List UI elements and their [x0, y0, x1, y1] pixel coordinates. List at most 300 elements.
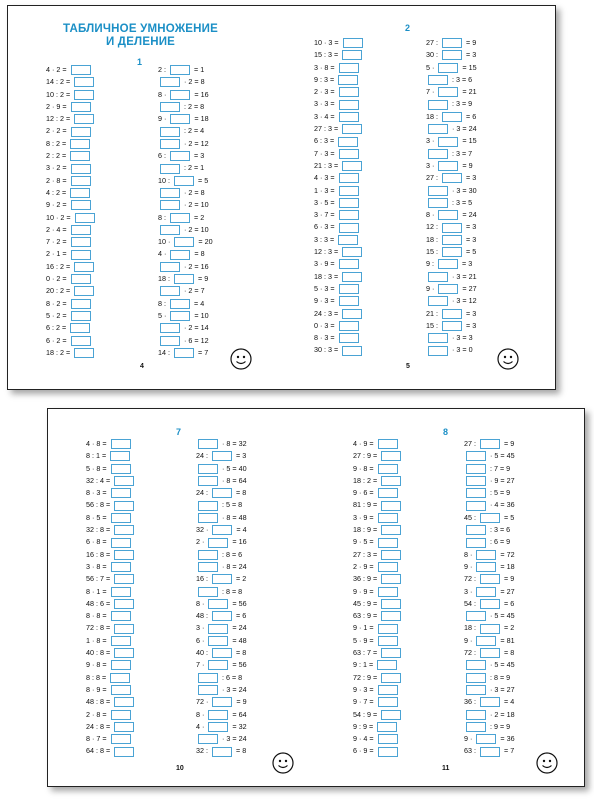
exercise-text: 5 · 9 = — [353, 635, 376, 645]
answer-box[interactable] — [111, 734, 131, 744]
answer-box[interactable] — [339, 87, 359, 97]
answer-box[interactable] — [342, 161, 362, 171]
answer-box[interactable] — [339, 223, 359, 233]
answer-box[interactable] — [70, 323, 90, 333]
answer-box[interactable] — [339, 186, 359, 196]
answer-box[interactable] — [381, 599, 401, 609]
exercise-text: 81 : 9 = — [353, 500, 380, 510]
answer-box[interactable] — [381, 611, 401, 621]
answer-box[interactable] — [74, 286, 94, 296]
answer-box[interactable] — [75, 213, 95, 223]
exercise-row — [46, 224, 97, 236]
answer-box[interactable] — [71, 200, 91, 210]
answer-box[interactable] — [428, 124, 448, 134]
answer-box[interactable] — [378, 538, 398, 548]
answer-box[interactable] — [466, 525, 486, 535]
exercise-row — [426, 246, 477, 258]
answer-box[interactable] — [198, 501, 218, 511]
answer-box[interactable] — [442, 247, 462, 257]
answer-box[interactable] — [480, 599, 500, 609]
exercise-text: · 5 = 45 — [488, 611, 515, 621]
exercise-text: 2 · 1 = — [46, 249, 69, 259]
exercise-column — [426, 37, 477, 357]
answer-box[interactable] — [174, 274, 194, 284]
exercise-row — [158, 187, 213, 199]
exercise-row — [158, 248, 213, 260]
answer-box[interactable] — [170, 65, 190, 75]
exercise-text: 15 : — [426, 247, 440, 257]
exercise-text: 8 · 5 = — [86, 512, 109, 522]
answer-box[interactable] — [466, 488, 486, 498]
exercise-row — [158, 310, 213, 322]
answer-box[interactable] — [466, 710, 486, 720]
answer-box[interactable] — [71, 336, 91, 346]
exercise-text: · 2 = 12 — [182, 138, 209, 148]
answer-box[interactable] — [428, 186, 448, 196]
answer-box[interactable] — [428, 75, 448, 85]
answer-box[interactable] — [160, 336, 180, 346]
exercise-text: = 16 — [192, 89, 209, 99]
answer-box[interactable] — [160, 102, 180, 112]
answer-box[interactable] — [160, 225, 180, 235]
answer-box[interactable] — [70, 139, 90, 149]
answer-box[interactable] — [111, 464, 131, 474]
exercise-text: 4 · 9 = — [353, 439, 376, 448]
answer-box[interactable] — [466, 451, 486, 461]
answer-box[interactable] — [212, 525, 232, 535]
answer-box[interactable] — [170, 114, 190, 124]
answer-box[interactable] — [428, 272, 448, 282]
answer-box[interactable] — [378, 562, 398, 572]
answer-box[interactable] — [378, 513, 398, 523]
answer-box[interactable] — [208, 660, 228, 670]
answer-box[interactable] — [381, 476, 401, 486]
exercise-text: 2 · 3 = — [314, 87, 337, 97]
answer-box[interactable] — [342, 124, 362, 134]
answer-box[interactable] — [111, 538, 131, 548]
answer-box[interactable] — [208, 624, 228, 634]
page-number: 11 — [442, 765, 450, 772]
answer-box[interactable] — [111, 710, 131, 720]
answer-box[interactable] — [378, 685, 398, 695]
answer-box[interactable] — [381, 574, 401, 584]
answer-box[interactable] — [174, 176, 194, 186]
answer-box[interactable] — [212, 648, 232, 658]
exercise-row — [464, 499, 515, 511]
answer-box[interactable] — [381, 501, 401, 511]
answer-box[interactable] — [111, 685, 131, 695]
answer-box[interactable] — [71, 311, 91, 321]
answer-box[interactable] — [114, 648, 134, 658]
exercise-text: = 4 — [234, 525, 247, 535]
answer-box[interactable] — [74, 348, 94, 358]
answer-box[interactable] — [198, 513, 218, 523]
answer-box[interactable] — [114, 574, 134, 584]
answer-box[interactable] — [111, 562, 131, 572]
answer-box[interactable] — [342, 309, 362, 319]
answer-box[interactable] — [212, 488, 232, 498]
answer-box[interactable] — [339, 333, 359, 343]
exercise-row — [464, 450, 515, 462]
exercise-text: · 3 = 27 — [488, 684, 515, 694]
exercise-row — [158, 273, 213, 285]
answer-box[interactable] — [114, 501, 134, 511]
answer-box[interactable] — [208, 599, 228, 609]
answer-box[interactable] — [476, 636, 496, 646]
exercise-text: 2 : — [158, 65, 168, 74]
answer-box[interactable] — [114, 624, 134, 634]
exercise-row — [426, 295, 477, 307]
answer-box[interactable] — [114, 697, 134, 707]
exercise-text: 9 · 3 = — [314, 296, 337, 306]
exercise-row — [464, 573, 515, 585]
answer-box[interactable] — [71, 299, 91, 309]
answer-box[interactable] — [339, 321, 359, 331]
answer-box[interactable] — [339, 112, 359, 122]
answer-box[interactable] — [378, 697, 398, 707]
exercise-row — [353, 647, 403, 659]
answer-box[interactable] — [438, 259, 458, 269]
answer-box[interactable] — [71, 176, 91, 186]
exercise-row — [426, 74, 477, 86]
answer-box[interactable] — [111, 587, 131, 597]
answer-box[interactable] — [381, 648, 401, 658]
answer-box[interactable] — [466, 611, 486, 621]
answer-box[interactable] — [170, 90, 190, 100]
exercise-text: · 3 = 30 — [450, 185, 477, 195]
exercise-row — [196, 709, 247, 721]
answer-box[interactable] — [438, 284, 458, 294]
exercise-text: 72 : — [464, 574, 478, 584]
answer-box[interactable] — [198, 562, 218, 572]
exercise-text: 9 · 3 = — [353, 684, 376, 694]
answer-box[interactable] — [170, 311, 190, 321]
answer-box[interactable] — [212, 697, 232, 707]
exercise-text: · 2 = 10 — [182, 200, 209, 210]
exercise-text: 15 : 3 = — [314, 50, 341, 60]
exercise-text: 27 : 9 = — [353, 451, 380, 461]
answer-box[interactable] — [70, 151, 90, 161]
answer-box[interactable] — [342, 272, 362, 282]
answer-box[interactable] — [377, 660, 397, 670]
answer-box[interactable] — [476, 562, 496, 572]
answer-box[interactable] — [442, 235, 462, 245]
answer-box[interactable] — [378, 624, 398, 634]
answer-box[interactable] — [110, 451, 130, 461]
exercise-text: : 8 = 6 — [220, 549, 243, 559]
answer-box[interactable] — [480, 439, 500, 449]
exercise-row — [158, 212, 213, 224]
answer-box[interactable] — [338, 75, 358, 85]
exercise-text: = 8 — [234, 488, 247, 498]
answer-box[interactable] — [339, 210, 359, 220]
exercise-row — [86, 573, 136, 585]
answer-box[interactable] — [111, 488, 131, 498]
answer-box[interactable] — [170, 151, 190, 161]
answer-box[interactable] — [476, 734, 496, 744]
answer-box[interactable] — [114, 599, 134, 609]
answer-box[interactable] — [342, 50, 362, 60]
answer-box[interactable] — [71, 102, 91, 112]
answer-box[interactable] — [174, 348, 194, 358]
answer-box[interactable] — [114, 525, 134, 535]
exercise-text: = 8 — [234, 648, 247, 658]
exercise-column — [353, 438, 403, 758]
exercise-row — [86, 709, 136, 721]
answer-box[interactable] — [438, 63, 458, 73]
exercise-text: 5 · 8 = — [86, 463, 109, 473]
answer-box[interactable] — [71, 127, 91, 137]
answer-box[interactable] — [198, 587, 218, 597]
answer-box[interactable] — [111, 513, 131, 523]
answer-box[interactable] — [160, 139, 180, 149]
exercise-row — [158, 347, 213, 359]
exercise-text: 9 · — [158, 114, 169, 124]
exercise-row — [86, 622, 136, 634]
title-line-2: И ДЕЛЕНИЕ — [105, 36, 176, 48]
answer-box[interactable] — [160, 77, 180, 87]
answer-box[interactable] — [378, 488, 398, 498]
answer-box[interactable] — [198, 464, 218, 474]
answer-box[interactable] — [339, 149, 359, 159]
answer-box[interactable] — [480, 513, 500, 523]
exercise-text: 1 · 3 = — [314, 185, 337, 195]
answer-box[interactable] — [428, 346, 448, 356]
answer-box[interactable] — [198, 476, 218, 486]
answer-box[interactable] — [114, 476, 134, 486]
answer-box[interactable] — [160, 262, 180, 272]
answer-box[interactable] — [71, 225, 91, 235]
answer-box[interactable] — [198, 734, 218, 744]
answer-box[interactable] — [438, 87, 458, 97]
exercise-text: 8 · 8 = — [86, 611, 109, 621]
answer-box[interactable] — [480, 574, 500, 584]
exercise-row — [314, 160, 365, 172]
answer-box[interactable] — [442, 321, 462, 331]
smiley-icon — [536, 752, 558, 774]
answer-box[interactable] — [442, 38, 462, 48]
answer-box[interactable] — [438, 161, 458, 171]
answer-box[interactable] — [480, 747, 500, 757]
exercise-text: 20 : 2 = — [46, 286, 73, 296]
answer-box[interactable] — [339, 173, 359, 183]
answer-box[interactable] — [480, 697, 500, 707]
answer-box[interactable] — [466, 476, 486, 486]
answer-box[interactable] — [208, 538, 228, 548]
exercise-text: · 9 = 27 — [488, 475, 515, 485]
answer-box[interactable] — [377, 722, 397, 732]
answer-box[interactable] — [111, 439, 131, 449]
exercise-row — [314, 98, 365, 110]
exercise-column — [314, 37, 365, 357]
answer-box[interactable] — [381, 673, 401, 683]
exercise-text: 5 · — [426, 62, 437, 72]
answer-box[interactable] — [114, 722, 134, 732]
answer-box[interactable] — [442, 173, 462, 183]
exercise-text: · 2 = 10 — [182, 224, 209, 234]
exercise-row — [353, 512, 403, 524]
answer-box[interactable] — [198, 673, 218, 683]
answer-box[interactable] — [466, 673, 486, 683]
answer-box[interactable] — [438, 137, 458, 147]
answer-box[interactable] — [74, 114, 94, 124]
exercise-row — [314, 234, 365, 246]
answer-box[interactable] — [378, 636, 398, 646]
answer-box[interactable] — [212, 451, 232, 461]
answer-box[interactable] — [476, 550, 496, 560]
answer-box[interactable] — [339, 100, 359, 110]
answer-box[interactable] — [111, 636, 131, 646]
answer-box[interactable] — [381, 525, 401, 535]
answer-box[interactable] — [71, 274, 91, 284]
answer-box[interactable] — [442, 112, 462, 122]
exercise-text: = 4 — [192, 298, 205, 308]
exercise-text: : 3 = 6 — [450, 74, 473, 84]
exercise-text: 3 · — [196, 623, 207, 633]
answer-box[interactable] — [74, 90, 94, 100]
exercise-text: = 3 — [192, 151, 205, 161]
answer-box[interactable] — [466, 722, 486, 732]
answer-box[interactable] — [160, 323, 180, 333]
answer-box[interactable] — [111, 660, 131, 670]
answer-box[interactable] — [339, 284, 359, 294]
answer-box[interactable] — [198, 439, 218, 449]
answer-box[interactable] — [339, 63, 359, 73]
answer-box[interactable] — [74, 77, 94, 87]
answer-box[interactable] — [342, 247, 362, 257]
exercise-text: = 3 — [464, 308, 477, 318]
answer-box[interactable] — [428, 333, 448, 343]
exercise-text: = 3 — [464, 320, 477, 330]
exercise-row — [314, 86, 365, 98]
answer-box[interactable] — [160, 188, 180, 198]
answer-box[interactable] — [438, 210, 458, 220]
exercise-text: = 3 — [234, 451, 247, 461]
exercise-row — [314, 49, 365, 61]
answer-box[interactable] — [212, 611, 232, 621]
exercise-text: · 3 = 24 — [450, 124, 477, 134]
exercise-text: 6 : 3 = — [314, 136, 337, 146]
answer-box[interactable] — [339, 259, 359, 269]
exercise-row — [86, 672, 136, 684]
answer-box[interactable] — [381, 550, 401, 560]
answer-box[interactable] — [111, 611, 131, 621]
answer-box[interactable] — [480, 648, 500, 658]
answer-box[interactable] — [442, 309, 462, 319]
answer-box[interactable] — [428, 296, 448, 306]
answer-box[interactable] — [198, 685, 218, 695]
answer-box[interactable] — [71, 237, 91, 247]
answer-box[interactable] — [378, 587, 398, 597]
exercise-row — [426, 62, 477, 74]
exercise-text: 2 · 8 = — [86, 709, 109, 719]
answer-box[interactable] — [339, 296, 359, 306]
answer-box[interactable] — [71, 250, 91, 260]
answer-box[interactable] — [208, 710, 228, 720]
answer-box[interactable] — [110, 673, 130, 683]
exercise-text: 21 : — [426, 308, 440, 318]
answer-box[interactable] — [208, 636, 228, 646]
answer-box[interactable] — [466, 660, 486, 670]
exercise-text: 3 · 7 = — [314, 210, 337, 220]
exercise-row — [158, 224, 213, 236]
answer-box[interactable] — [428, 198, 448, 208]
answer-box[interactable] — [74, 262, 94, 272]
exercise-text: 72 : 9 = — [353, 672, 380, 682]
exercise-text: 48 : — [196, 611, 210, 621]
answer-box[interactable] — [428, 100, 448, 110]
answer-box[interactable] — [378, 734, 398, 744]
answer-box[interactable] — [381, 451, 401, 461]
exercise-row — [464, 745, 515, 757]
answer-box[interactable] — [466, 501, 486, 511]
answer-box[interactable] — [212, 574, 232, 584]
exercise-row — [196, 475, 247, 487]
exercise-text: 3 : 3 = — [314, 234, 337, 244]
exercise-text: 24 : 3 = — [314, 308, 341, 318]
answer-box[interactable] — [114, 550, 134, 560]
exercise-text: · 3 = 3 — [450, 333, 473, 343]
answer-box[interactable] — [170, 299, 190, 309]
exercise-text: 36 : 9 = — [353, 574, 380, 584]
answer-box[interactable] — [212, 747, 232, 757]
answer-box[interactable] — [339, 198, 359, 208]
answer-box[interactable] — [338, 137, 358, 147]
answer-box[interactable] — [476, 587, 496, 597]
answer-box[interactable] — [442, 223, 462, 233]
page-title — [43, 23, 238, 49]
answer-box[interactable] — [466, 464, 486, 474]
exercise-row — [426, 185, 477, 197]
answer-box[interactable] — [208, 722, 228, 732]
answer-box[interactable] — [342, 346, 362, 356]
answer-box[interactable] — [160, 127, 180, 137]
answer-box[interactable] — [466, 685, 486, 695]
answer-box[interactable] — [198, 550, 218, 560]
exercise-row — [46, 236, 97, 248]
exercise-row — [426, 148, 477, 160]
answer-box[interactable] — [338, 235, 358, 245]
answer-box[interactable] — [70, 188, 90, 198]
answer-box[interactable] — [160, 286, 180, 296]
answer-box[interactable] — [442, 50, 462, 60]
exercise-text: · 3 = 21 — [450, 271, 477, 281]
answer-box[interactable] — [378, 439, 398, 449]
answer-box[interactable] — [170, 213, 190, 223]
answer-box[interactable] — [343, 38, 363, 48]
answer-box[interactable] — [378, 747, 398, 757]
answer-box[interactable] — [428, 149, 448, 159]
answer-box[interactable] — [174, 237, 194, 247]
exercise-row — [196, 647, 247, 659]
exercise-text: 8 : 8 = — [86, 672, 109, 682]
exercise-text: 9 · — [426, 283, 437, 293]
exercise-row — [464, 733, 515, 745]
exercise-row — [353, 536, 403, 548]
answer-box[interactable] — [170, 250, 190, 260]
answer-box[interactable] — [160, 200, 180, 210]
exercise-text: 8 · 9 = — [86, 684, 109, 694]
answer-box[interactable] — [378, 464, 398, 474]
answer-box[interactable] — [381, 710, 401, 720]
answer-box[interactable] — [114, 747, 134, 757]
answer-box[interactable] — [466, 538, 486, 548]
answer-box[interactable] — [160, 164, 180, 174]
answer-box[interactable] — [480, 624, 500, 634]
answer-box[interactable] — [71, 164, 91, 174]
answer-box[interactable] — [71, 65, 91, 75]
exercise-text: : 5 = 8 — [220, 500, 243, 510]
